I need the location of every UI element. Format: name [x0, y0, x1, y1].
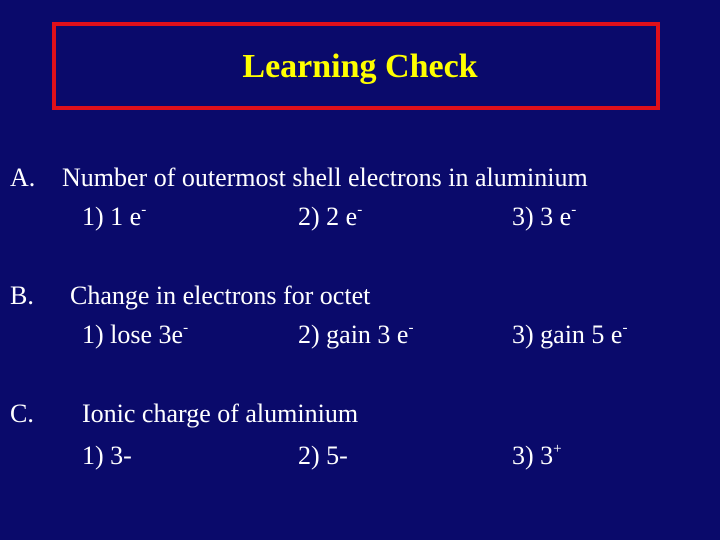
question-label-b: B.	[10, 281, 34, 310]
option-c-2: 2) 5-	[298, 441, 348, 470]
question-text-b: Change in electrons for octet	[70, 281, 371, 310]
slide-title: Learning Check	[242, 48, 478, 85]
option-a-3: 3) 3 e-	[512, 202, 577, 231]
option-b-1: 1) lose 3e-	[82, 320, 189, 349]
question-label-a: A.	[10, 163, 36, 192]
option-b-3: 3) gain 5 e-	[512, 320, 628, 349]
question-label-c: C.	[10, 399, 34, 428]
option-a-2: 2) 2 e-	[298, 202, 363, 231]
option-b-2: 2) gain 3 e-	[298, 320, 414, 349]
option-c-3: 3) 3+	[512, 441, 562, 470]
question-text-c: Ionic charge of aluminium	[82, 399, 359, 428]
question-text-a: Number of outermost shell electrons in aluminium	[62, 163, 588, 192]
option-a-1: 1) 1 e-	[82, 202, 147, 231]
option-c-1: 1) 3-	[82, 441, 132, 470]
